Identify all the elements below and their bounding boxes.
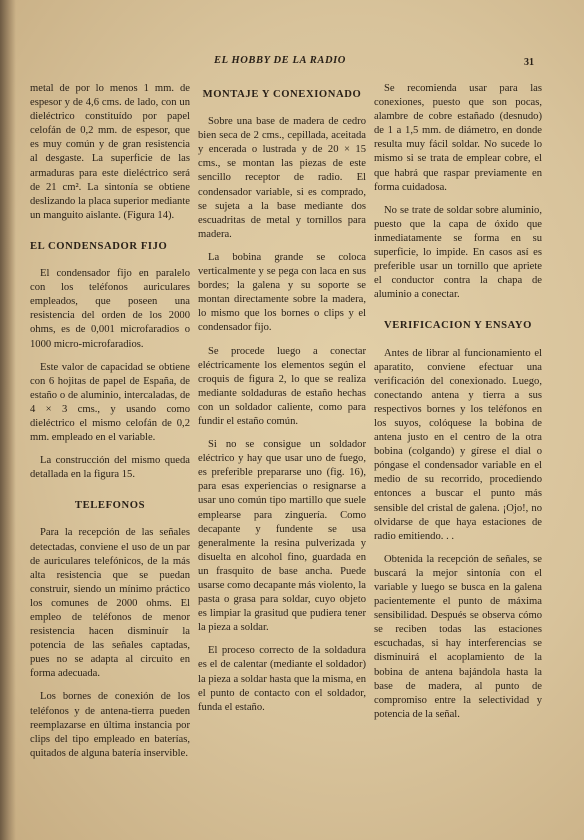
paragraph: metal de por lo menos 1 mm. de espesor y de 4,6 cms. de lado, con un dieléctrico constituído por papel celofán de 0,2 mm. de espesor, que es muy común y de gran resistencia al desgaste. La superficie de las armaduras para este dieléctrico será de 21 cm². La sintonía se obtiene deslizando la placa superior mediante un manguito aislante. (Figura 14). <box>30 83 190 221</box>
paragraph: Se procede luego a conectar eléctricamente los elementos según el croquis de figura 2, lo que se realiza mediante soldaduras de estaño hechas con un soldador caliente, como para fundir el estaño común. <box>198 345 366 427</box>
section-heading-telefonos: TELEFONOS <box>74 500 146 512</box>
paragraph: El proceso correcto de la soldadura es el de calentar (mediante el soldador) la pieza a soldar hasta que la misma, en el punto de contacto con el soldador, funda el estaño. <box>198 645 366 713</box>
page-header <box>0 55 584 75</box>
paragraph: Obtenida la recepción de señales, se buscará la mejor sintonía con el variable y luego se busca en la galena pacientemente el punto de máxima sensibilidad. Después se observa cómo se reciben todas las estaciones escuchadas, si hay interferencias se disminuirá el acoplamiento de la bobina de antena bajándola hasta la base de madera, al punto de compromiso entre la selectividad y potencia de la señal. <box>374 553 542 720</box>
paragraph: Si no se consigue un soldador eléctrico y hay que usar uno de fuego, es preferible prepararse uno (fig. 16), para esas experiencias o resignarse a usar uno común tipo martillo que suele emplearse para zinguería. Como decapante y fundente se usa generalmente la resina pulverizada y disuelta en alcohol fino, guardada en un frasquito de base ancha. Puede usarse como decapante más violento, la pasta o grasa para soldar, cuyo objeto es limpiar la grasitud que pudiera tener la pieza a soldar. <box>198 439 366 634</box>
section-heading-condensador-fijo: EL CONDENSADOR FIJO <box>30 240 168 252</box>
column-right <box>374 82 542 722</box>
paragraph: El condensador fijo en paralelo con los teléfonos auriculares empleados, que poseen una resistencia del orden de los 2000 ohms, es de 0,001 microfaradios o 1000 micro-microfaradios. <box>30 268 190 350</box>
paragraph: Este valor de capacidad se obtiene con 6 hojitas de papel de España, de estaño o de aluminio, intercaladas, de 4 × 3 cms., y usando como dieléctrico el mismo celofán de 0,2 mm. empleado en el variable. <box>30 361 190 444</box>
page-number: 31 <box>524 57 534 68</box>
paragraph: No se trate de soldar sobre aluminio, puesto que la capa de óxido que inmediatamente se forma en su superficie, lo impide. En casos así es preferible usar un tornillo que apriete el conductor contra la chapa de aluminio a conectar. <box>374 204 542 301</box>
column-left <box>30 82 190 761</box>
paragraph: Se recomienda usar para las conexiones, puesto que son pocas, alambre de cobre estañado (desnudo) de 1 a 1,5 mm. de diámetro, en donde resulta muy fácil soldar. No sucede lo mismo si se trata de emplear cobre, el que habrá que raspar previamente en forma cuidadosa. <box>374 83 542 193</box>
paragraph: La bobina grande se coloca verticalmente y se pega con laca en sus bordes; la galena y su soporte se montan directamente sobre la madera, lo mismo que los bornes o clips y el condensador fijo. <box>198 251 366 334</box>
section-heading-verificacion: VERIFICACION Y ENSAYO <box>384 320 532 332</box>
column-middle <box>198 82 366 715</box>
paragraph: La construcción del mismo queda detallada en la figura 15. <box>30 455 190 481</box>
running-title: EL HOBBY DE LA RADIO <box>214 55 346 66</box>
paragraph: Para la recepción de las señales detectadas, conviene el uso de un par de auriculares telefónicos, de la más alta resistencia que se puedan construir, siendo un mínimo práctico los comunes de 2000 ohms. El empleo de teléfonos de menor resistencia hacen disminuír la potencia de las señales captadas, pues no se adapta al circuito en forma adecuada. <box>30 527 190 680</box>
paragraph: Los bornes de conexión de los teléfonos y de antena-tierra pueden reemplazarse en última instancia por clips del tipo empleado en baterías, quitados de alguna batería inservible. <box>30 691 190 759</box>
page-spine-shadow <box>0 0 16 840</box>
section-heading-montaje: MONTAJE Y CONEXIONADO <box>202 89 362 100</box>
paragraph: Antes de librar al funcionamiento el aparatito, conviene efectuar una verificación del conexionado. Luego, conectando antena y tierra a sus respectivos bornes y los teléfonos en los suyos, colóquese la bobina de antena justo en el centro de la otra bobina (colgando) y gírese el dial o póngase el condensador variable en el medio de su recorrido, procediendo entonces a buscar el punto más sensible del cristal de galena. ¡Ojo!, no olvidarse de que haya estaciones de radio emitiendo. . . <box>374 347 542 542</box>
paragraph: Sobre una base de madera de cedro bien seca de 2 cms., cepillada, aceitada y encerada o lustrada y de 20 × 15 cms., se montan las piezas de este sencillo receptor de radio. El condensador variable, si es comprado, se sujeta a la base mediante dos escuadritas de metal y tornillos para madera. <box>198 116 366 240</box>
